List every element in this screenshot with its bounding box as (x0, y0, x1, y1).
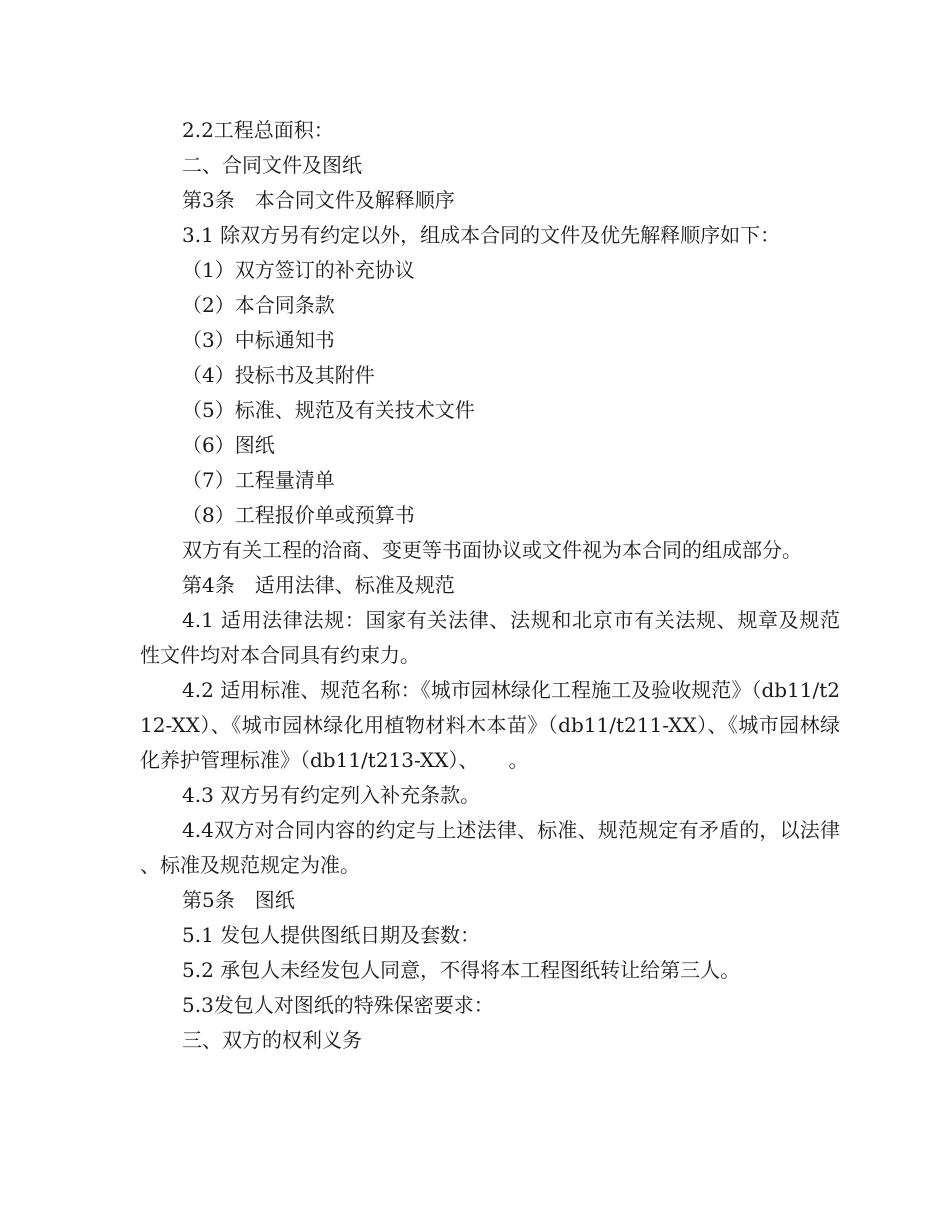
list-item-1: （1）双方签订的补充协议 (182, 258, 415, 282)
section-3-heading: 三、双方的权利义务 (182, 1028, 362, 1052)
clause-4-3: 4.3 双方另有约定列入补充条款。 (182, 783, 481, 807)
document-body (140, 113, 840, 1058)
list-item-5: （5）标准、规范及有关技术文件 (182, 398, 475, 422)
article-4-heading: 第4条 适用法律、标准及规范 (182, 573, 455, 597)
clause-4-2: 4.2 适用标准、规范名称：《城市园林绿化工程施工及验收规范》（db11/t212-XX）、《城市园林绿化用植物材料木本苗》（db11/t211-XX）、《城市园林绿化养护管理标准》（db11/t213-XX）、 。 (140, 678, 840, 772)
clause-3-1: 3.1 除双方另有约定以外，组成本合同的文件及优先解释顺序如下： (182, 223, 781, 247)
list-item-8: （8）工程报价单或预算书 (182, 503, 415, 527)
list-item-3: （3）中标通知书 (182, 328, 335, 352)
list-item-7: （7）工程量清单 (182, 468, 335, 492)
clause-2-2-total-area: 2.2工程总面积： (182, 118, 334, 142)
clause-5-3: 5.3发包人对图纸的特殊保密要求： (182, 993, 494, 1017)
paragraph-negotiation: 双方有关工程的洽商、变更等书面协议或文件视为本合同的组成部分。 (182, 538, 802, 562)
clause-5-2: 5.2 承包人未经发包人同意，不得将本工程图纸转让给第三人。 (182, 958, 741, 982)
section-2-heading: 二、合同文件及图纸 (182, 153, 362, 177)
list-item-6: （6）图纸 (182, 433, 275, 457)
list-item-4: （4）投标书及其附件 (182, 363, 375, 387)
clause-4-4: 4.4双方对合同内容的约定与上述法律、标准、规范规定有矛盾的，以法律、标准及规范规定为准。 (140, 818, 840, 877)
clause-5-1: 5.1 发包人提供图纸日期及套数： (182, 923, 481, 947)
article-5-heading: 第5条 图纸 (182, 888, 295, 912)
article-3-heading: 第3条 本合同文件及解释顺序 (182, 188, 455, 212)
list-item-2: （2）本合同条款 (182, 293, 335, 317)
clause-4-1: 4.1 适用法律法规：国家有关法律、法规和北京市有关法规、规章及规范性文件均对本合同具有约束力。 (140, 608, 840, 667)
